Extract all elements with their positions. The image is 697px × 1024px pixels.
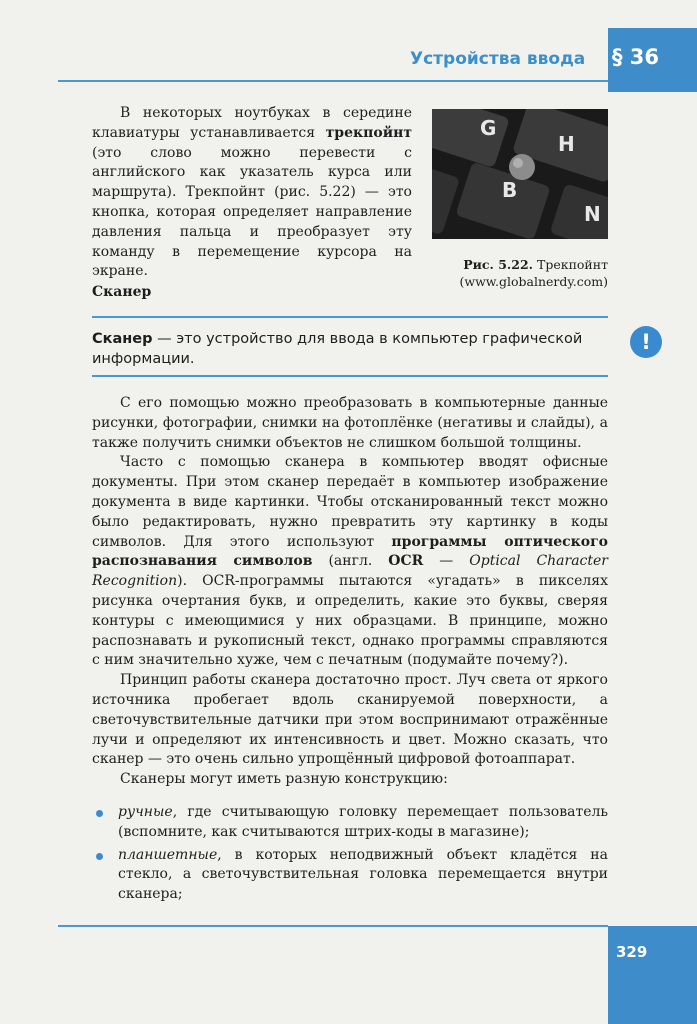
- trackpoint-term: трекпойнт: [325, 124, 412, 141]
- chapter-title: Устройства ввода: [410, 49, 586, 69]
- intro-paragraph: В некоторых ноутбуках в середине клавиатуры устанавливается трекпойнт (это слово можно перевести с английского как указатель курса или маршрута). Трекпойнт (рис. 5.22) — это кнопка, которая определяет направление давления пальца и преобразует эту команду в перемещение курсора на экране.: [92, 105, 412, 280]
- scanner-types-list: [92, 803, 608, 908]
- footer-divider: [58, 925, 608, 927]
- bullet-icon: [96, 853, 103, 860]
- subheading-scanner: Сканер: [92, 284, 152, 300]
- key-n-label: N: [584, 202, 601, 226]
- definition-top-rule: [92, 316, 608, 318]
- figure-caption: Рис. 5.22. Трекпойнт (www.globalnerdy.com): [459, 257, 608, 289]
- body-text: С его помощью можно преобразовать в компьютерные данные рисунки, фотографии, снимки на фотоплёнке (негативы и слайды), а также получить снимки объектов не слишком большой толщины. Часто с помощью сканера в компьютер вводят офисные документы. При этом сканер передаёт в компьютер изображение документа в виде картинки. Чтобы отсканированный текст можно было редактировать, нужно превратить эту картинку в коды символов. Для этого используют программы оптического распознавания символов (англ. OCR — Optical Character Recognition). OCR-программы пытаются «угадать» в пикселях рисунка очертания букв, и определить, какие это буквы, сверяя контуры с имеющимися у них образцами. В принципе, можно распознавать и рукописный текст, однако программы справляются с ним значительно хуже, чем с печатным (подумайте почему?). Принцип работы сканера достаточно прост. Луч света от яркого источника пробегает вдоль сканируемой поверхности, а светочувствительные датчики при этом воспринимают отражённые лучи и определяют их интенсивность и цвет. Можно сказать, что сканер — это очень сильно упрощённый цифровой фотоаппарат. Сканеры могут иметь разную конструкцию:: [92, 395, 609, 788]
- section-number: § 36: [612, 45, 660, 69]
- key-h-label: H: [558, 132, 575, 156]
- list-item: ручные, где считывающую головку перемещает пользователь (вспомните, как считываются штрих-коды в магазине);: [92, 803, 608, 843]
- trackpoint-photo: [432, 109, 608, 239]
- footer-tab: [608, 926, 697, 1024]
- list-item: планшетные, в которых неподвижный объект кладётся на стекло, а светочувствительная головка перемещается внутри сканера;: [92, 846, 608, 905]
- key-g-label: G: [480, 116, 497, 140]
- scanner-definition: Сканер — это устройство для ввода в компьютер графической информации.: [92, 331, 583, 367]
- page-number: 329: [616, 943, 648, 961]
- key-b-label: B: [502, 178, 518, 202]
- header-divider: [58, 80, 608, 82]
- definition-bottom-rule: [92, 375, 608, 377]
- bullet-icon: [96, 810, 103, 817]
- trackpoint-nub: [509, 154, 535, 180]
- exclamation-icon: !: [630, 326, 662, 358]
